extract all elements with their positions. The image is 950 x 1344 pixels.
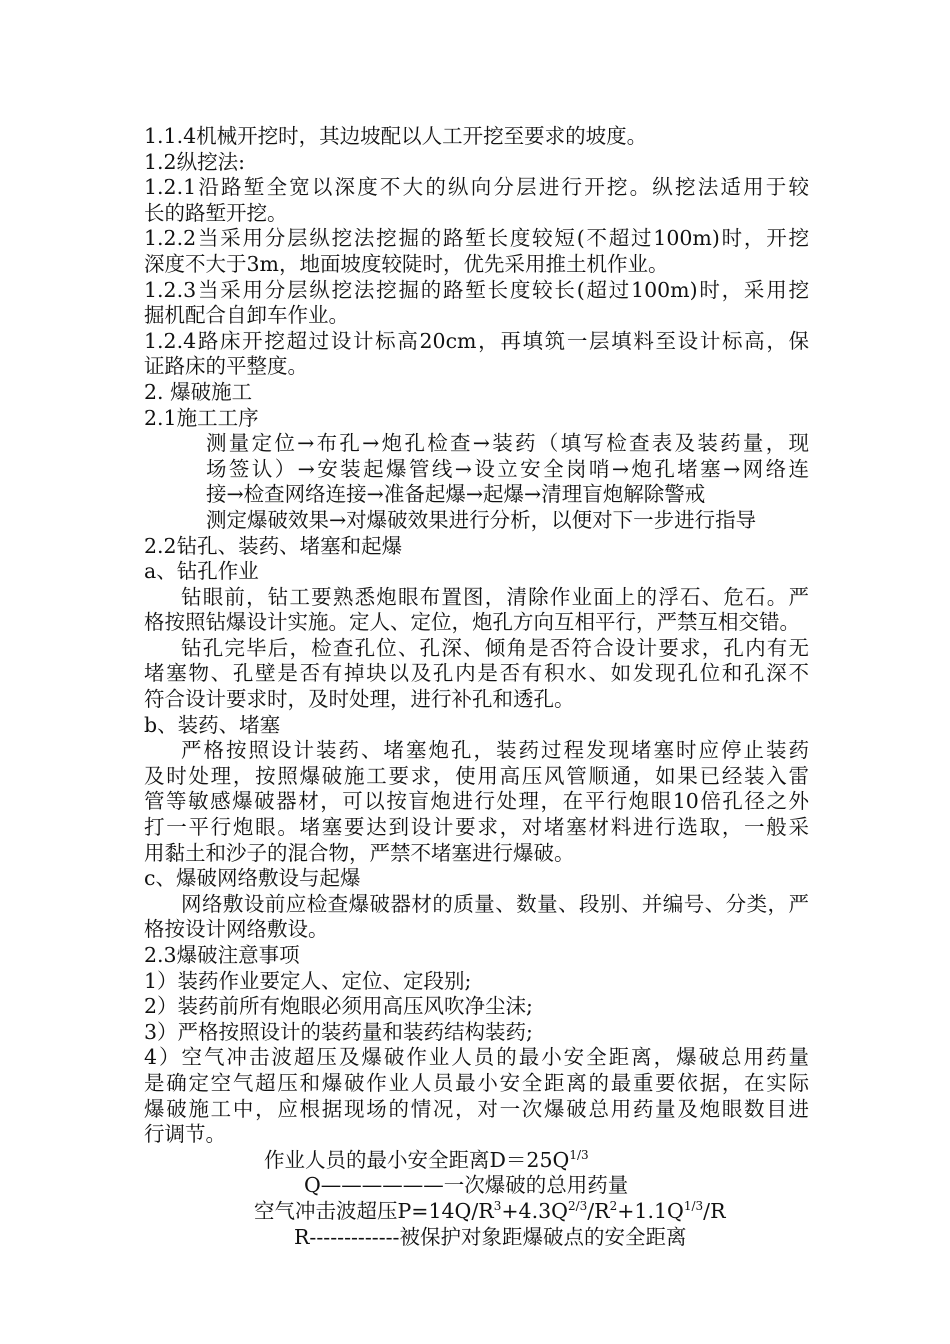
text-line: 打一平行炮眼。堵塞要达到设计要求，对堵塞材料进行选取，一般采 — [144, 815, 809, 840]
text-line: 长的路堑开挖。 — [144, 200, 288, 225]
text-line: 堵塞物、孔壁是否有掉块以及孔内是否有积水、如发现孔位和孔深不 — [144, 661, 809, 686]
formula-overpressure — [144, 1199, 809, 1225]
list-item: 3）严格按照设计的装药量和装药结构装药; — [144, 1019, 533, 1044]
text-line: 1.1.4机械开挖时，其边坡配以人工开挖至要求的坡度。 — [144, 124, 648, 148]
list-item: 2）装药前所有炮眼必须用高压风吹净尘沫; — [144, 994, 533, 1019]
text-line: 钻孔完毕后，检查孔位、孔深、倾角是否符合设计要求，孔内有无 — [181, 635, 809, 660]
formula-min-distance — [144, 1148, 809, 1174]
text-line: 1.2.1沿路堑全宽以深度不大的纵向分层进行开挖。纵挖法适用于较 — [144, 175, 809, 200]
formula-text: +1.1Q — [617, 1198, 684, 1223]
subsection-heading: a、钻孔作业 — [144, 559, 259, 584]
formula-text: 作业人员的最小安全距离D＝25Q — [264, 1147, 570, 1172]
list-item: 1）装药作业要定人、定位、定段别; — [144, 968, 472, 993]
text-line: 是确定空气超压和爆破作业人员最小安全距离的最重要依据，在实际 — [144, 1070, 809, 1095]
formula-exponent: 1/3 — [569, 1147, 589, 1162]
text-line: 格按照钻爆设计实施。定人、定位，炮孔方向互相平行，严禁互相交错。 — [144, 610, 800, 635]
list-item: 4）空气冲击波超压及爆破作业人员的最小安全距离，爆破总用药量 — [144, 1045, 809, 1070]
section-heading: 2.2钻孔、装药、堵塞和起爆 — [144, 533, 403, 558]
section-heading: 2. 爆破施工 — [144, 379, 253, 404]
section-heading: 2.1施工工序 — [144, 405, 259, 430]
text-line: 网络敷设前应检查爆破器材的质量、数量、段别、并编号、分类，严 — [181, 891, 809, 916]
document-body — [144, 124, 809, 1250]
formula-text: +4.3Q — [501, 1198, 568, 1223]
text-line: 爆破施工中，应根据现场的情况，对一次爆破总用药量及炮眼数目进 — [144, 1096, 809, 1121]
text-line: 用黏土和沙子的混合物，严禁不堵塞进行爆破。 — [144, 840, 575, 865]
section-heading: 2.3爆破注意事项 — [144, 943, 300, 967]
procedure-line: 测定爆破效果→对爆破效果进行分析，以便对下一步进行指导 — [206, 507, 757, 532]
formula-exponent: 3 — [493, 1198, 502, 1213]
formula-r-definition: R-------------被保护对象距爆破点的安全距离 — [294, 1224, 687, 1249]
text-line: 及时处理，按照爆破施工要求，使用高压风管顺通，如果已经装入雷 — [144, 763, 809, 788]
text-line: 证路床的平整度。 — [144, 354, 308, 379]
procedure-line: 测量定位→布孔→炮孔检查→装药（填写检查表及装药量，现 — [206, 431, 809, 456]
text-line: 掘机配合自卸车作业。 — [144, 303, 349, 328]
text-line: 1.2.2当采用分层纵挖法挖掘的路堑长度较短(不超过100m)时，开挖 — [144, 226, 809, 251]
text-line: 格按设计网络敷设。 — [144, 917, 329, 942]
text-line: 严格按照设计装药、堵塞炮孔，装药过程发现堵塞时应停止装药 — [181, 738, 809, 763]
procedure-line: 接→检查网络连接→准备起爆→起爆→清理盲炮解除警戒 — [206, 482, 706, 507]
formula-exponent: 2/3 — [567, 1198, 588, 1213]
subsection-heading: b、装药、堵塞 — [144, 712, 281, 737]
text-line: 钻眼前，钻工要熟悉炮眼布置图，清除作业面上的浮石、危石。严 — [181, 584, 809, 609]
formula-exponent: 1/3 — [683, 1198, 704, 1213]
subsection-heading: c、爆破网络敷设与起爆 — [144, 866, 361, 891]
text-line: 1.2.4路床开挖超过设计标高20cm，再填筑一层填料至设计标高，保 — [144, 328, 809, 353]
text-line: 深度不大于3m，地面坡度较陡时，优先采用推土机作业。 — [144, 251, 669, 276]
procedure-line: 场签认）→安装起爆管线→设立安全岗哨→炮孔堵塞→网络连 — [206, 456, 809, 481]
formula-text: /R — [587, 1198, 610, 1223]
text-line: 符合设计要求时，及时处理，进行补孔和透孔。 — [144, 687, 575, 712]
text-line: 1.2.3当采用分层纵挖法挖掘的路堑长度较长(超过100m)时，采用挖 — [144, 277, 809, 302]
formula-text: 空气冲击波超压P=14Q/R — [254, 1198, 494, 1223]
formula-exponent: 2 — [609, 1198, 618, 1213]
section-heading: 1.2纵挖法: — [144, 149, 246, 174]
text-line: 管等敏感爆破器材，可以按盲炮进行处理，在平行炮眼10倍孔径之外 — [144, 789, 809, 814]
formula-q-definition: Q——————一次爆破的总用药量 — [304, 1173, 629, 1198]
text-line: 行调节。 — [144, 1122, 226, 1147]
formula-text: /R — [703, 1198, 726, 1223]
